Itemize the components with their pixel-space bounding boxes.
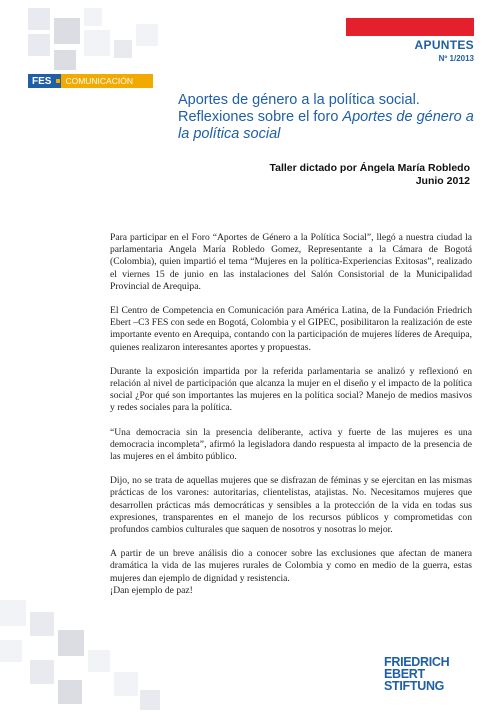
decorative-square	[28, 8, 50, 30]
decorative-square	[30, 612, 54, 636]
subtitle-date: Junio 2012	[415, 175, 470, 187]
decorative-square	[58, 680, 82, 704]
issue-number: Nº 1/2013	[438, 54, 474, 63]
paragraph: Dijo, no se trata de aquellas mujeres que se disfrazan de féminas y se ejercitan en las mismas prácticas de los varones: autoritarias, clientelistas, atajistas. No. Necesitamos mujeres que desarrollen prácticas más democráticas y sensibles a la protección de la vida en todas sus expresiones, transparentes en el manejo de los recursos públicos y comprometidas con profundos cambios culturales que saquen de nosotros y nosotras lo mejor.	[110, 475, 472, 536]
decorative-square	[54, 50, 76, 70]
closing-line: ¡Dan ejemplo de paz!	[110, 584, 193, 596]
decorative-square	[140, 690, 160, 710]
document-title	[178, 92, 478, 143]
paragraph: A partir de un breve análisis dio a conocer sobre las exclusiones que afectan de manera dramática la vida de las mujeres rurales de Colombia y como en medio de la guerra, estas mujeres dan ejemplo de dignidad y resistencia.	[110, 548, 472, 584]
decorative-square	[84, 8, 102, 26]
logo-fes-text: FES	[28, 74, 55, 88]
series-label: APUNTES	[414, 38, 474, 52]
decorative-square	[0, 640, 22, 662]
logo-line: FRIEDRICH	[384, 655, 450, 669]
decorative-square	[28, 34, 50, 56]
paragraph: “Una democracia sin la presencia deliberante, activa y fuerte de las mujeres es una democracia incompleta”, afirmó la legisladora dando respuesta al impacto de la presencia de las mujeres en el ámbito público.	[110, 426, 472, 463]
decorative-square	[0, 600, 26, 626]
decorative-square	[54, 18, 80, 44]
header-accent-bar	[346, 18, 474, 36]
decorative-square	[58, 630, 84, 656]
title-text: Aportes de género a la política social. Reflexiones sobre el foro	[178, 92, 420, 125]
decorative-square	[84, 30, 110, 56]
decorative-square	[114, 672, 138, 696]
article-body	[110, 232, 472, 597]
fes-comunicacion-logo	[28, 74, 153, 88]
logo-line: EBERT	[384, 667, 425, 681]
logo-comunicacion-text: COMUNICACIÓN	[61, 74, 153, 88]
decorative-square	[136, 24, 158, 46]
decorative-square	[30, 660, 54, 684]
paragraph: El Centro de Competencia en Comunicación para América Latina, de la Fundación Friedrich Ebert –C3 FES con sede en Bogotá, Colombia y el GIPEC, posibilitaron la realización de este importante evento en Arequipa, contando con la participación de mujeres líderes de Arequipa, quienes realizaron interesantes aportes y propuestas.	[110, 305, 472, 353]
decorative-square	[88, 650, 110, 672]
friedrich-ebert-stiftung-logo	[384, 656, 449, 692]
subtitle-author: Taller dictado por Ángela María Robledo	[269, 162, 470, 174]
paragraph: Durante la exposición impartida por la referida parlamentaria se analizó y reflexionó en relación al nivel de participación que alcanza la mujer en el diseño y el impacto de la política social ¿Por qué son importantes las mujeres en la política social? Manejo de medios masivos y redes sociales para la política.	[110, 365, 472, 414]
document-subtitle	[270, 162, 471, 188]
decorative-square	[114, 40, 132, 58]
paragraph: Para participar en el Foro “Aportes de Género a la Política Social”, llegó a nuestra ciudad la parlamentaria Angela María Robledo Gomez, Representante a la Cámara de Bogotá (Colombia), quien impartió el tema “Mujeres en la política-Experiencias Exitosas”, realizado el viernes 15 de junio en las instalaciones del Salón Consistorial de la Municipalidad Provincial de Arequipa.	[110, 232, 472, 292]
logo-line: STIFTUNG	[384, 679, 445, 693]
title-italic-text: Aportes de género a la política social	[178, 109, 474, 142]
